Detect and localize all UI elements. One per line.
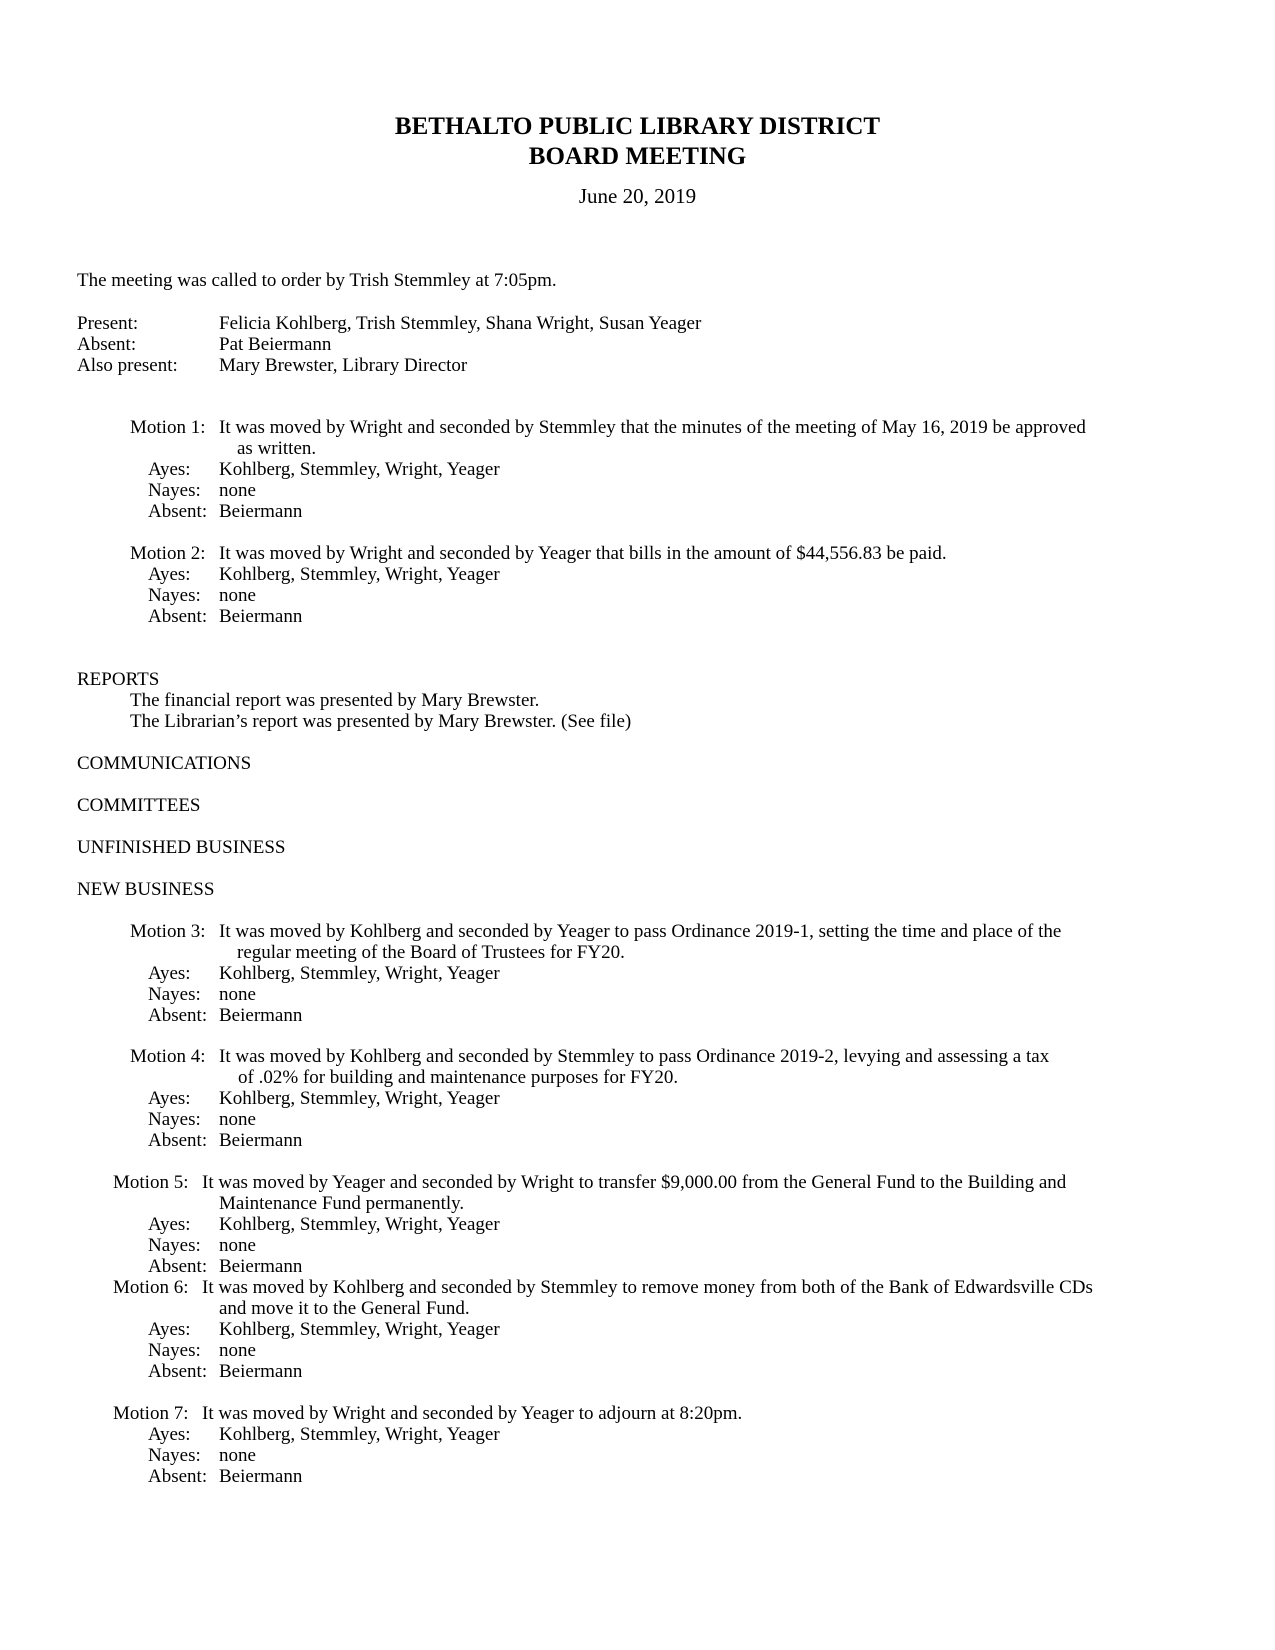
motion-text-continued: and move it to the General Fund. [219,1298,470,1319]
nayes-label: Nayes: [148,1340,201,1361]
vote-nayes [0,1445,900,1466]
vote-absent [0,1005,900,1026]
vote-ayes [0,1424,900,1445]
absent-label: Absent: [77,334,137,355]
ayes-label: Ayes: [148,963,191,984]
vote-ayes [0,1214,900,1235]
nayes-value: none [219,1109,256,1130]
motion-text-continued: of .02% for building and maintenance purposes for FY20. [238,1067,679,1088]
vote-nayes [0,1235,900,1256]
report-item: The Librarian’s report was presented by Mary Brewster. (See file) [130,711,632,732]
motion-label: Motion 4: [130,1046,206,1067]
motion-text-continued: regular meeting of the Board of Trustees for FY20. [237,942,625,963]
motion-label: Motion 6: [113,1277,189,1298]
motion-label: Motion 1: [130,417,206,438]
document-subtitle: BOARD MEETING [528,143,747,170]
absent-value: Beiermann [219,1466,303,1487]
motion-text: It was moved by Wright and seconded by Stemmley that the minutes of the meeting of May 16, 2019 be approved [219,417,1086,438]
document-title: BETHALTO PUBLIC LIBRARY DISTRICT [394,113,881,140]
vote-nayes [0,1109,900,1130]
vote-nayes [0,984,900,1005]
ayes-value: Kohlberg, Stemmley, Wright, Yeager [219,1214,500,1235]
nayes-value: none [219,480,256,501]
vote-ayes [0,963,900,984]
absent-label: Absent: [148,1005,208,1026]
vote-ayes [0,1088,900,1109]
motion-text: It was moved by Kohlberg and seconded by Yeager to pass Ordinance 2019-1, setting the time and place of the [219,921,1062,942]
ayes-value: Kohlberg, Stemmley, Wright, Yeager [219,459,500,480]
call-to-order: The meeting was called to order by Trish Stemmley at 7:05pm. [77,270,557,291]
vote-absent [0,1466,900,1487]
vote-absent [0,1256,900,1277]
present-value: Felicia Kohlberg, Trish Stemmley, Shana Wright, Susan Yeager [219,313,702,334]
section-heading-communications: COMMUNICATIONS [77,753,252,774]
section-heading-unfinished-business: UNFINISHED BUSINESS [77,837,286,858]
motion-text: It was moved by Wright and seconded by Yeager that bills in the amount of $44,556.83 be paid. [219,543,947,564]
nayes-label: Nayes: [148,585,201,606]
motion-label: Motion 3: [130,921,206,942]
vote-ayes [0,1319,900,1340]
motion-text-continued: Maintenance Fund permanently. [219,1193,465,1214]
present-label: Present: [77,313,139,334]
absent-label: Absent: [148,1130,208,1151]
vote-nayes [0,585,900,606]
vote-absent [0,1361,900,1382]
motion-text: It was moved by Kohlberg and seconded by Stemmley to pass Ordinance 2019-2, levying and assessing a tax [219,1046,1050,1067]
motion-text: It was moved by Kohlberg and seconded by Stemmley to remove money from both of the Bank of Edwardsville CDs [202,1277,1093,1298]
vote-ayes [0,459,900,480]
nayes-value: none [219,1235,256,1256]
absent-value: Beiermann [219,1005,303,1026]
section-heading-committees: COMMITTEES [77,795,201,816]
motion-text-continued: as written. [237,438,317,459]
ayes-value: Kohlberg, Stemmley, Wright, Yeager [219,963,500,984]
motion-label: Motion 2: [130,543,206,564]
absent-value: Beiermann [219,1130,303,1151]
vote-nayes [0,1340,900,1361]
section-heading-reports: REPORTS [77,669,160,690]
absent-label: Absent: [148,1361,208,1382]
report-item: The financial report was presented by Mary Brewster. [130,690,540,711]
motion-label: Motion 5: [113,1172,189,1193]
ayes-label: Ayes: [148,459,191,480]
section-heading-new-business: NEW BUSINESS [77,879,215,900]
nayes-label: Nayes: [148,1235,201,1256]
absent-value: Beiermann [219,1361,303,1382]
also-present-value: Mary Brewster, Library Director [219,355,468,376]
motion-label: Motion 7: [113,1403,189,1424]
absent-label: Absent: [148,501,208,522]
absent-value: Beiermann [219,1256,303,1277]
ayes-label: Ayes: [148,1319,191,1340]
ayes-value: Kohlberg, Stemmley, Wright, Yeager [219,1424,500,1445]
meeting-date: June 20, 2019 [578,184,697,208]
absent-value: Beiermann [219,606,303,627]
ayes-value: Kohlberg, Stemmley, Wright, Yeager [219,564,500,585]
absent-label: Absent: [148,606,208,627]
ayes-value: Kohlberg, Stemmley, Wright, Yeager [219,1088,500,1109]
ayes-value: Kohlberg, Stemmley, Wright, Yeager [219,1319,500,1340]
vote-ayes [0,564,900,585]
vote-absent [0,606,900,627]
vote-nayes [0,480,900,501]
ayes-label: Ayes: [148,1088,191,1109]
nayes-value: none [219,1445,256,1466]
absent-value: Pat Beiermann [219,334,332,355]
ayes-label: Ayes: [148,1424,191,1445]
vote-absent [0,1130,900,1151]
motion-text: It was moved by Wright and seconded by Yeager to adjourn at 8:20pm. [202,1403,743,1424]
absent-label: Absent: [148,1256,208,1277]
nayes-value: none [219,1340,256,1361]
nayes-value: none [219,585,256,606]
nayes-label: Nayes: [148,1445,201,1466]
ayes-label: Ayes: [148,1214,191,1235]
also-present-label: Also present: [77,355,178,376]
absent-value: Beiermann [219,501,303,522]
motion-text: It was moved by Yeager and seconded by Wright to transfer $9,000.00 from the General Fund to the Building and [202,1172,1067,1193]
ayes-label: Ayes: [148,564,191,585]
nayes-label: Nayes: [148,984,201,1005]
nayes-value: none [219,984,256,1005]
nayes-label: Nayes: [148,1109,201,1130]
absent-label: Absent: [148,1466,208,1487]
vote-absent [0,501,900,522]
nayes-label: Nayes: [148,480,201,501]
